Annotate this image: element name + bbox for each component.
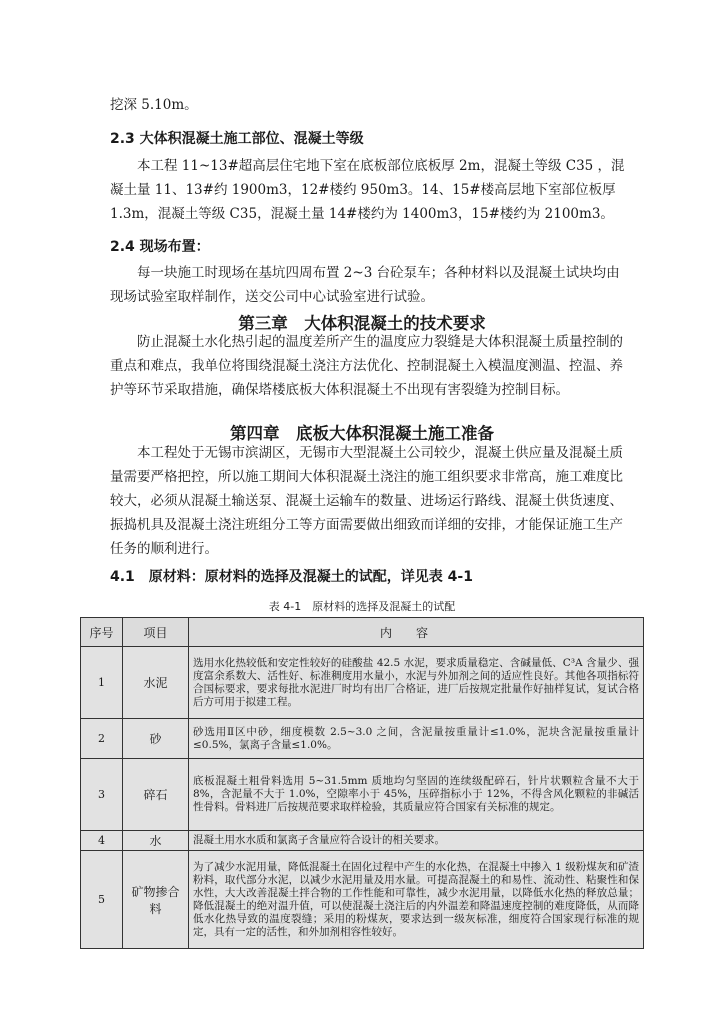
section-2-3-body: 本工程 11~13#超高层住宅地下室在底板部位底板厚 2m，混凝土等级 C35 ，混凝土量 11、13#约 1900m3，12#楼约 950m3。14、15#楼高层地下室部位板厚 1.3m，混凝土等级 C35，混凝土量 14#楼约为 1400m3，15#楼约为 2100m3。 [110, 158, 625, 222]
row-item: 碎石 [123, 759, 189, 831]
table-row [81, 851, 644, 949]
row-item: 矿物掺合料 [123, 851, 189, 949]
row-no: 4 [81, 831, 123, 851]
row-content: 砂选用Ⅱ区中砂，细度模数 2.5~3.0 之间，含泥量按重量计≤1.0%，泥块含泥量按重量计≤0.5%，氯离子含量≤1.0%。 [189, 719, 644, 759]
table-header-row [81, 618, 644, 647]
chapter-3-body: 防止混凝土水化热引起的温度差所产生的温度应力裂缝是大体积混凝土质量控制的重点和难点，我单位将围绕混凝土浇注方法优化、控制混凝土入模温度测温、控温、养护等环节采取措施，确保塔楼底板大体积混凝土不出现有害裂缝为控制目标。 [110, 334, 623, 398]
section-2-4-body: 每一块施工时现场在基坑四周布置 2~3 台砼泵车；各种材料以及混凝土试块均由现场试验室取样制作，送交公司中心试验室进行试验。 [110, 265, 620, 305]
header-item: 项目 [123, 618, 189, 647]
row-item: 砂 [123, 719, 189, 759]
table-row [81, 647, 644, 719]
row-no: 5 [81, 851, 123, 949]
chapter-4-body: 本工程处于无锡市滨湖区，无锡市大型混凝土公司较少，混凝土供应量及混凝土质量需要严格把控，所以施工期间大体积混凝土浇注的施工组织要求非常高，施工难度比较大，必须从混凝土输送泵、混凝土运输车的数量、进场运行路线、混凝土供货速度、振捣机具及混凝土浇注班组分工等方面需要做出细致而详细的安排，才能保证施工生产任务的顺利进行。 [110, 445, 623, 557]
row-no: 2 [81, 719, 123, 759]
materials-table [80, 617, 644, 949]
row-item: 水 [123, 831, 189, 851]
chapter-3-title: 第三章 大体积混凝土的技术要求 [238, 314, 486, 333]
intro-line: 挖深 5.10m。 [110, 97, 198, 113]
row-no: 1 [81, 647, 123, 719]
table-row [81, 759, 644, 831]
header-content-label: 内容 [379, 625, 452, 640]
section-4-1-heading: 4.1 原材料：原材料的选择及混凝土的试配，详见表 4-1 [110, 569, 473, 585]
row-content: 底板混凝土粗骨料选用 5~31.5mm 质地均匀坚固的连续级配碎石，针片状颗粒含量不大于 8%，含泥量不大于 1.0%，空隙率小于 45%，压碎指标小于 12%，不得含风化颗粒的非碱活性骨料。骨料进厂后按规范要求取样检验，其质量应符合国家有关标准的规定。 [189, 759, 644, 831]
section-2-4-heading: 2.4 现场布置： [110, 239, 210, 255]
chapter-4-title: 第四章 底板大体积混凝土施工准备 [230, 424, 494, 443]
table-row [81, 831, 644, 851]
row-no: 3 [81, 759, 123, 831]
row-content: 为了减少水泥用量，降低混凝土在固化过程中产生的水化热，在混凝土中掺入 1 级粉煤灰和矿渣粉料，取代部分水泥，以减少水泥用量及用水量。可提高混凝土的和易性、流动性、粘聚性和保水性，大大改善混凝土拌合物的工作性能和可靠性，减少水泥用量，以降低水化热的释放总量；降低混凝土的绝对温升值，可以使混凝土浇注后的内外温差和降温速度控制的难度降低，从而降低水化热导致的温度裂缝；采用的粉煤灰，要求达到一级灰标准，细度符合国家现行标准的规定，具有一定的活性，和外加剂相容性较好。 [189, 851, 644, 949]
header-content [189, 618, 644, 647]
row-item: 水泥 [123, 647, 189, 719]
table-row [81, 719, 644, 759]
section-2-3-heading: 2.3 大体积混凝土施工部位、混凝土等级 [110, 131, 364, 147]
table-caption: 表 4-1 原材料的选择及混凝土的试配 [268, 600, 456, 613]
header-no: 序号 [81, 618, 123, 647]
row-content: 混凝土用水水质和氯离子含量应符合设计的相关要求。 [189, 831, 644, 851]
row-content: 选用水化热较低和安定性较好的硅酸盐 42.5 水泥，要求质量稳定、含碱量低、C³A 含量少、强度富余系数大、活性好、标准稠度用水量小，水泥与外加剂之间的适应性良好。其他各项指标符合国标要求，要求每批水泥进厂时均有出厂合格证，进厂后按规定批量作好抽样复试，复试合格后方可用于拟建工程。 [189, 647, 644, 719]
